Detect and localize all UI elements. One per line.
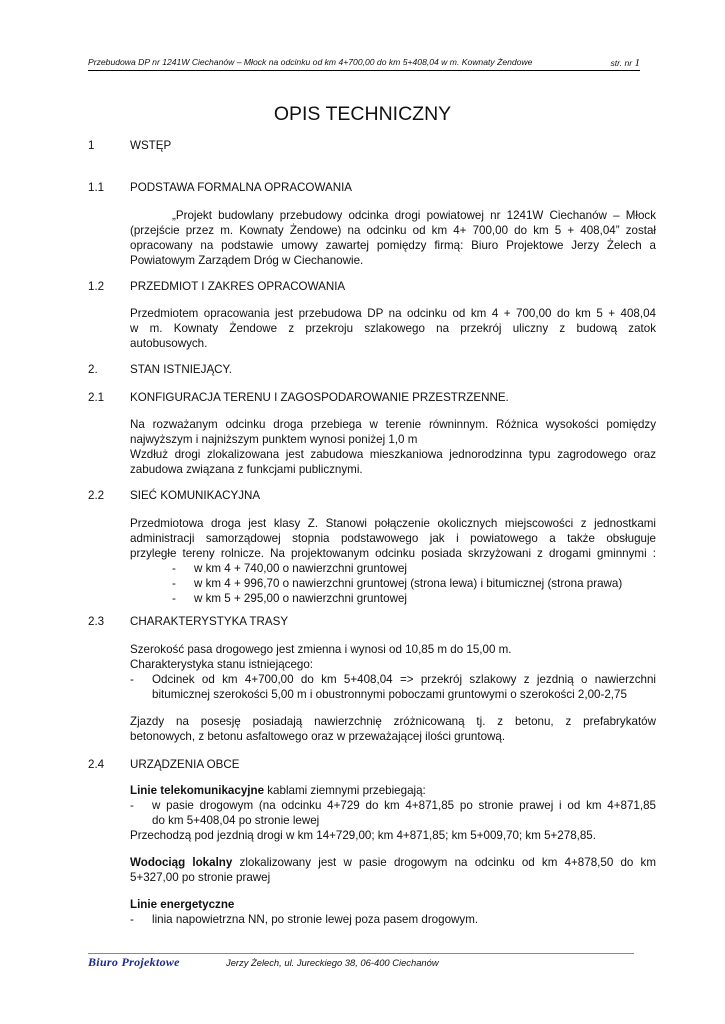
section-title: URZĄDZENIA OBCE [130,758,240,771]
list-item: - w km 4 + 740,00 o nawierzchni gruntowej [172,561,652,576]
energy-list [130,912,656,927]
section-number: 2.3 [88,615,105,628]
section-title: PODSTAWA FORMALNA OPRACOWANIA [130,181,353,194]
telecom-list [130,798,656,828]
section-title: STAN ISTNIEJĄCY. [130,363,233,376]
section-title: CHARAKTERYSTYKA TRASY [130,615,289,628]
page-number: str. nr 1 [610,57,640,69]
paragraph-basis: „Projekt budowlany przebudowy odcinka drogi powiatowej nr 1241W Ciechanów – Młock (przejście przez m. Kownaty Żendowe) na odcinku od km 4+ 700,00 do km 5 + 408,04” został opracowany na podstawie umowy zawartej pomiędzy firmą: Biuro Projektowe Jerzy Żelech a Powiatowym Zarządem Dróg w Ciechanowie. [130,209,656,267]
list-item: - linia napowietrzna NN, po stronie lewej poza pasem drogowym. [130,912,656,927]
paragraph-energy: Linie energetyczne [130,898,235,911]
paragraph-route: Szerokość pasa drogowego jest zmienna i wynosi od 10,85 m do 15,00 m. Charakterystyka stanu istniejącego: [130,643,512,671]
paragraph-telecom-crossings: Przechodzą pod jezdnią drogi w km 14+729,00; km 4+871,85; km 5+009,70; km 5+278,85. [130,829,596,842]
section-number: 1 [88,139,95,152]
section-number: 1.2 [88,280,105,293]
paragraph-terrain: Na rozważanym odcinku droga przebiega w terenie równinnym. Różnica wysokości pomiędzy najwyższym i najniższym punktem wynosi poniżej 1,0 m Wzdłuż drogi zlokalizowana jest zabudowa mieszkaniowa jednorodzinna typu zagrodowego oraz zabudowa związana z funkcjami publicznymi. [130,418,656,476]
paragraph-water: Wodociąg lokalny zlokalizowany jest w pasie drogowym na odcinku od km 4+878,50 do km 5+327,00 po stronie prawej [130,856,656,884]
header-text: Przebudowa DP nr 1241W Ciechanów – Młock na odcinku od km 4+700,00 do km 5+408,04 w m. Kownaty Żendowe [88,57,533,67]
section-title: SIEĆ KOMUNIKACYJNA [130,489,261,502]
section-number: 2.4 [88,758,105,771]
section-number: 2. [88,363,98,376]
route-list [130,672,656,702]
company-logo: Biuro Projektowe [88,955,180,969]
section-number: 1.1 [88,181,105,194]
section-title: WSTĘP [130,139,172,152]
list-item: - w km 5 + 295,00 o nawierzchni gruntowej [172,591,652,606]
section-number: 2.1 [88,391,105,404]
list-item: - w km 4 + 996,70 o nawierzchni gruntowej (strona lewa) i bitumicznej (strona prawa) [172,576,652,591]
list-item: - w pasie drogowym (na odcinku 4+729 do km 4+871,85 po stronie prawej i od km 4+871,85 do km 5+408,04 po stronie lewej [130,798,656,828]
page-header [88,57,640,67]
header-divider [88,70,640,71]
footer-divider [88,953,634,954]
document-title: OPIS TECHNICZNY [273,103,452,125]
section-title: PRZEDMIOT I ZAKRES OPRACOWANIA [130,280,346,293]
paragraph-scope: Przedmiotem opracowania jest przebudowa DP na odcinku od km 4 + 700,00 do km 5 + 408,04 w m. Kownaty Żendowe z przekroju szlakowego na przekrój uliczny z budową zatok autobusowych. [130,307,656,350]
paragraph-telecom: Linie telekomunikacyjne kablami ziemnymi przebiegają: [130,784,426,797]
paragraph-driveways: Zjazdy na posesję posiadają nawierzchnię zróżnicowaną tj. z betonu, z prefabrykatów betonowych, z betonu asfaltowego oraz w przeważającej ilości gruntową. [130,715,656,743]
paragraph-network: Przedmiotowa droga jest klasy Z. Stanowi połączenie okolicznych miejscowości z jednostkami administracji samorządowej stopnia podstawowego jak i powiatowego a także obsługuje przyległe tereny rolnicze. Na projektowanym odcinku posiada skrzyżowani z drogami gminnymi : [130,517,656,560]
intersections-list [172,561,652,606]
section-number: 2.2 [88,489,105,502]
list-item: - Odcinek od km 4+700,00 do km 5+408,04 => przekrój szlakowy z jezdnią o nawierzchni bitumicznej szerokości 5,00 m i obustronnymi poboczami gruntowymi o szerokości 2,00-2,75 [130,672,656,702]
footer-address: Jerzy Żelech, ul. Jureckiego 38, 06-400 Ciechanów [226,957,439,968]
section-title: KONFIGURACJA TERENU I ZAGOSPODAROWANIE PRZESTRZENNE. [130,391,509,404]
